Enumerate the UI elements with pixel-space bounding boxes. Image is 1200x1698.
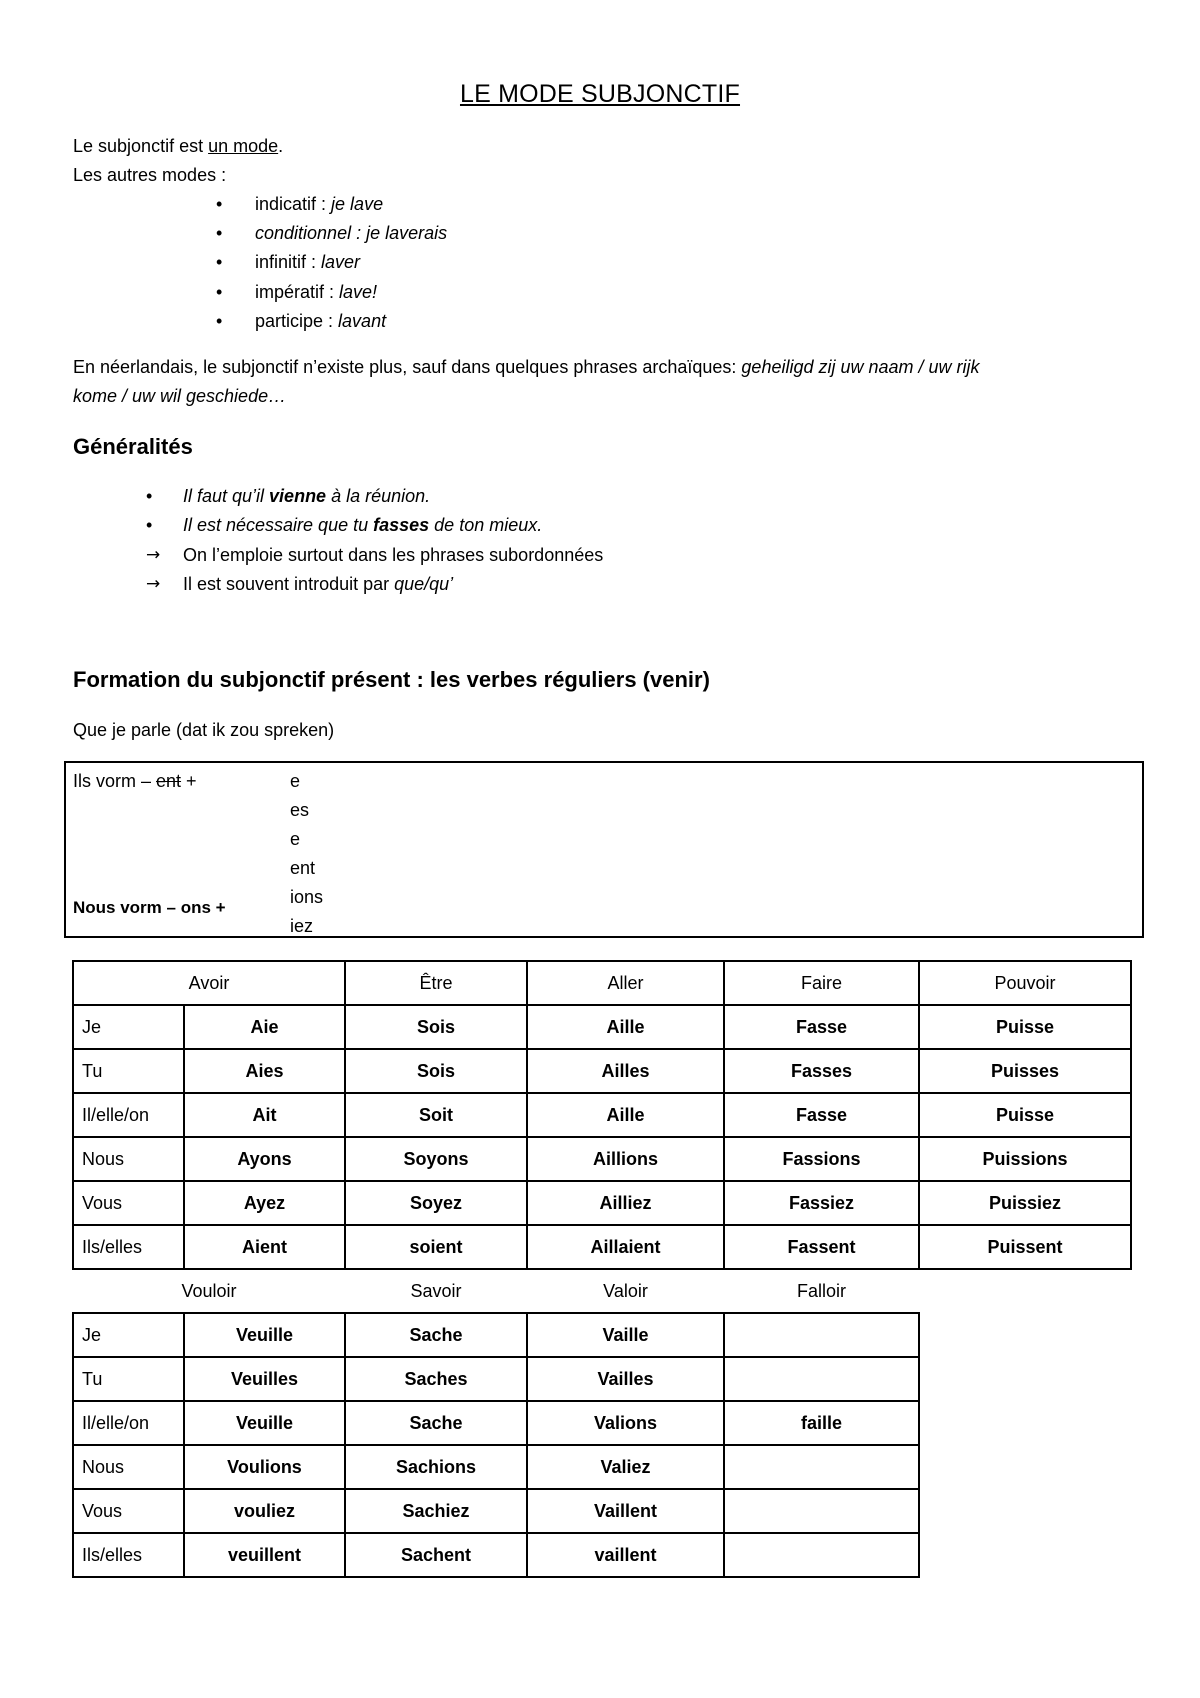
table-row xyxy=(73,1445,1131,1489)
verb-header: Falloir xyxy=(796,1280,846,1301)
bullet-icon: • xyxy=(146,486,153,506)
pronoun-cell: Vous xyxy=(73,1489,184,1533)
bullet-icon: • xyxy=(216,311,223,331)
table-row xyxy=(73,1313,1131,1357)
form-cell: Puisse xyxy=(919,1005,1131,1049)
pronoun-cell: Il/elle/on xyxy=(73,1093,184,1137)
form-cell: Fasse xyxy=(724,1093,919,1137)
form-cell: Vailles xyxy=(527,1357,724,1401)
mode-item: participe : lavant xyxy=(255,311,387,331)
verb-header: Être xyxy=(345,961,527,1005)
table-header-row xyxy=(73,961,1131,1005)
form-cell: Fasses xyxy=(724,1049,919,1093)
empty-cell xyxy=(919,1533,1131,1577)
form-cell: Fassiez xyxy=(724,1181,919,1225)
pronoun-cell: Nous xyxy=(73,1137,184,1181)
ending: es xyxy=(290,800,310,820)
intro-line-2: Les autres modes : xyxy=(73,165,227,185)
form-cell: Ayons xyxy=(184,1137,345,1181)
empty-cell xyxy=(919,1445,1131,1489)
note-line: Il est souvent introduit par que/qu’ xyxy=(183,574,454,594)
verb-header: Savoir xyxy=(410,1280,462,1301)
form-cell: vouliez xyxy=(184,1489,345,1533)
form-cell: Valions xyxy=(527,1401,724,1445)
table-row xyxy=(73,1357,1131,1401)
intro-period: . xyxy=(278,136,284,156)
form-cell: Soyons xyxy=(345,1137,527,1181)
table-row xyxy=(73,1181,1131,1225)
table-row xyxy=(73,1093,1131,1137)
table-row xyxy=(73,1049,1131,1093)
form-cell: Aies xyxy=(184,1049,345,1093)
empty-cell xyxy=(919,1401,1131,1445)
pronoun-cell: Je xyxy=(73,1313,184,1357)
pronoun-cell: Il/elle/on xyxy=(73,1401,184,1445)
verb-header: Vouloir xyxy=(181,1280,237,1301)
mode-item: conditionnel : je laverais xyxy=(255,223,448,243)
pronoun-cell: Ils/elles xyxy=(73,1225,184,1269)
arrow-right-icon: → xyxy=(146,574,161,594)
form-cell: Puisses xyxy=(919,1049,1131,1093)
ending: ions xyxy=(290,887,324,907)
page-title: LE MODE SUBJONCTIF xyxy=(459,80,741,108)
intro-line-1 xyxy=(73,136,283,157)
form-cell: Aient xyxy=(184,1225,345,1269)
bullet-icon: • xyxy=(146,515,153,535)
form-cell: Sachent xyxy=(345,1533,527,1577)
form-cell: Puissiez xyxy=(919,1181,1131,1225)
form-cell: Aillaient xyxy=(527,1225,724,1269)
form-cell: veuillent xyxy=(184,1533,345,1577)
example-sentence: Il est nécessaire que tu fasses de ton mieux. xyxy=(183,515,543,535)
form-cell: Sois xyxy=(345,1005,527,1049)
form-cell: Sachions xyxy=(345,1445,527,1489)
pronoun-cell: Vous xyxy=(73,1181,184,1225)
verb-header: Pouvoir xyxy=(919,961,1131,1005)
form-cell: Fassent xyxy=(724,1225,919,1269)
form-cell: Fasse xyxy=(724,1005,919,1049)
mode-underlined: un mode xyxy=(208,136,279,156)
form-cell: Fassions xyxy=(724,1137,919,1181)
empty-cell xyxy=(919,1313,1131,1357)
form-cell: Ait xyxy=(184,1093,345,1137)
arrow-right-icon: → xyxy=(146,545,161,565)
ending: e xyxy=(290,771,301,791)
form-cell: Sois xyxy=(345,1049,527,1093)
form-cell xyxy=(724,1489,919,1533)
form-cell: Sache xyxy=(345,1401,527,1445)
form-cell: Puissent xyxy=(919,1225,1131,1269)
example-sentence: Il faut qu’il vienne à la réunion. xyxy=(183,486,431,506)
form-cell: Puisse xyxy=(919,1093,1131,1137)
dutch-note-line-2: kome / uw wil geschiede… xyxy=(73,386,287,406)
ending: e xyxy=(290,829,301,849)
ending: iez xyxy=(290,916,314,936)
dutch-note-line-1: En néerlandais, le subjonctif n’existe plus, sauf dans quelques phrases archaïques: geheiligd zij uw naam / uw rijk xyxy=(73,357,980,377)
conjugation-table xyxy=(72,960,1132,1578)
form-cell xyxy=(724,1533,919,1577)
verb-header: Faire xyxy=(724,961,919,1005)
heading-formation: Formation du subjonctif présent : les verbes réguliers (venir) xyxy=(73,667,710,692)
pronoun-cell: Je xyxy=(73,1005,184,1049)
form-cell: Veuille xyxy=(184,1401,345,1445)
form-cell: Valiez xyxy=(527,1445,724,1489)
pronoun-cell: Ils/elles xyxy=(73,1533,184,1577)
table-row xyxy=(73,1533,1131,1577)
ils-rule: Ils vorm – ent + xyxy=(73,771,197,791)
form-cell: Soit xyxy=(345,1093,527,1137)
empty-cell xyxy=(919,1489,1131,1533)
form-cell xyxy=(724,1357,919,1401)
empty-cell xyxy=(919,1357,1131,1401)
note-line: On l’emploie surtout dans les phrases subordonnées xyxy=(183,545,604,565)
nous-rule: Nous vorm – ons + xyxy=(73,898,226,917)
bullet-icon: • xyxy=(216,194,223,214)
heading-generalites: Généralités xyxy=(73,434,193,459)
form-cell: Ailliez xyxy=(527,1181,724,1225)
form-cell xyxy=(724,1313,919,1357)
form-cell xyxy=(724,1445,919,1489)
form-cell: soient xyxy=(345,1225,527,1269)
bullet-icon: • xyxy=(216,252,223,272)
form-cell: Vaille xyxy=(527,1313,724,1357)
form-cell: faille xyxy=(724,1401,919,1445)
pronoun-cell: Tu xyxy=(73,1357,184,1401)
form-cell: vaillent xyxy=(527,1533,724,1577)
pronoun-cell: Nous xyxy=(73,1445,184,1489)
form-cell: Aillions xyxy=(527,1137,724,1181)
verb-header: Aller xyxy=(527,961,724,1005)
verb-header: Valoir xyxy=(603,1280,648,1301)
bullet-icon: • xyxy=(216,223,223,243)
form-cell: Sachiez xyxy=(345,1489,527,1533)
form-cell: Soyez xyxy=(345,1181,527,1225)
table-row xyxy=(73,1225,1131,1269)
pronoun-cell: Tu xyxy=(73,1049,184,1093)
form-cell: Ayez xyxy=(184,1181,345,1225)
table-header-row xyxy=(73,1269,1131,1313)
table-row xyxy=(73,1005,1131,1049)
table-row xyxy=(73,1401,1131,1445)
rule-box xyxy=(64,761,1144,938)
form-cell: Vaillent xyxy=(527,1489,724,1533)
table-row xyxy=(73,1489,1131,1533)
intro-text: Le subjonctif est xyxy=(73,136,209,156)
form-cell: Puissions xyxy=(919,1137,1131,1181)
form-cell: Aille xyxy=(527,1093,724,1137)
form-cell: Ailles xyxy=(527,1049,724,1093)
form-cell: Aille xyxy=(527,1005,724,1049)
form-cell: Veuilles xyxy=(184,1357,345,1401)
mode-item: impératif : lave! xyxy=(255,282,378,302)
bullet-icon: • xyxy=(216,282,223,302)
empty-cell xyxy=(919,1269,1131,1313)
ending: ent xyxy=(290,858,316,878)
verb-header: Avoir xyxy=(73,961,345,1005)
mode-item: infinitif : laver xyxy=(255,252,361,272)
form-cell: Aie xyxy=(184,1005,345,1049)
form-cell: Sache xyxy=(345,1313,527,1357)
table-row xyxy=(73,1137,1131,1181)
form-cell: Voulions xyxy=(184,1445,345,1489)
mode-item: indicatif : je lave xyxy=(255,194,384,214)
formation-example: Que je parle (dat ik zou spreken) xyxy=(73,720,335,740)
form-cell: Saches xyxy=(345,1357,527,1401)
form-cell: Veuille xyxy=(184,1313,345,1357)
